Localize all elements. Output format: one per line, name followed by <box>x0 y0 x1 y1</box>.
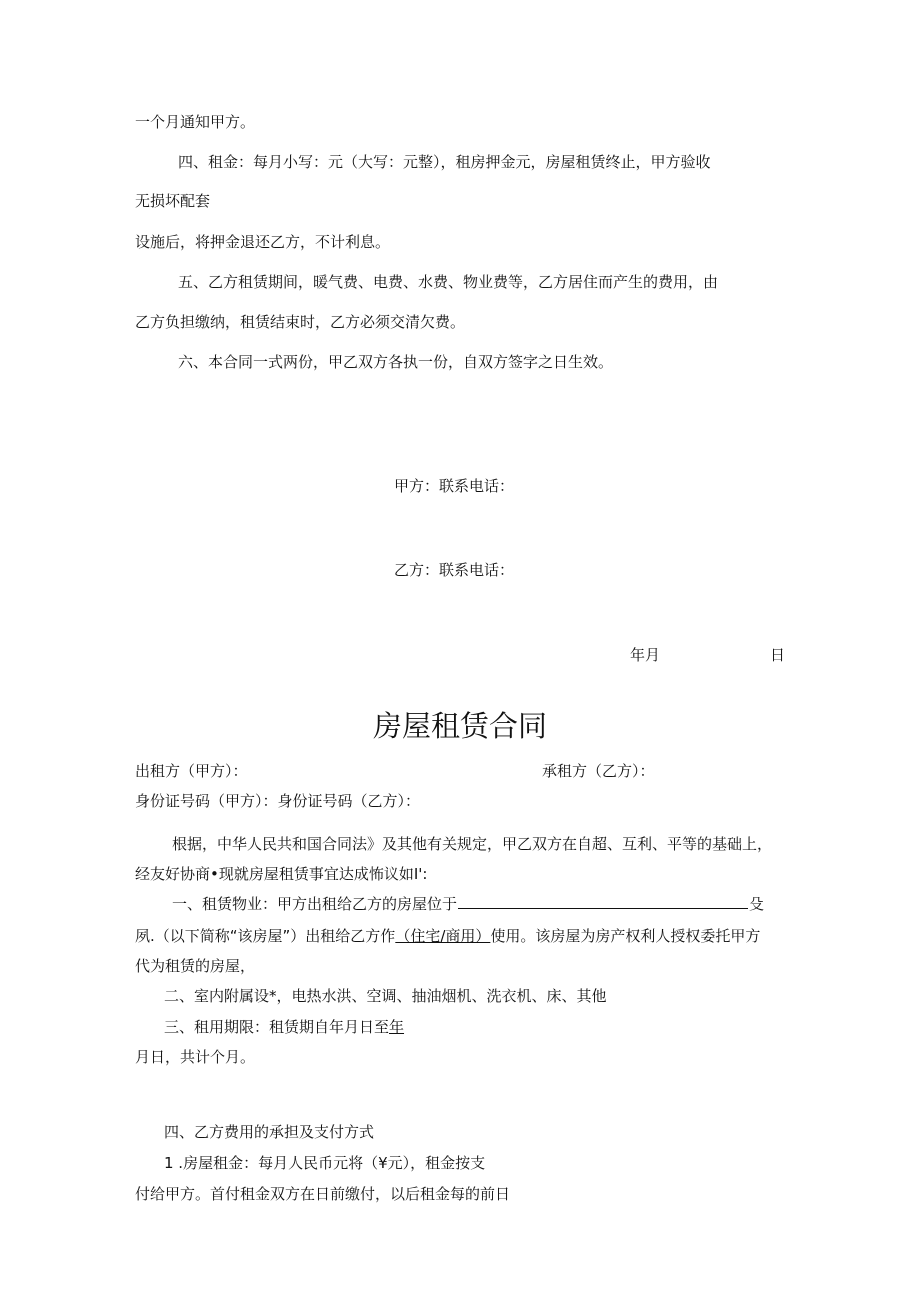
party-b-signature: 乙方：联系电话： <box>394 561 515 579</box>
article-3-text: 三、租用期限：租赁期自年月日至 <box>164 1018 390 1036</box>
usage-type: （住宅/商用） <box>395 927 491 945</box>
article-1-cont <box>135 926 760 946</box>
article-4-heading: 四、乙方费用的承担及支付方式 <box>164 1123 375 1141</box>
text-line: 无损坏配套 <box>135 192 211 210</box>
lessee-label: 承租方（乙方）： <box>542 762 655 780</box>
id-number-line: 身份证号码（甲方）：身份证号码（乙方）： <box>135 792 421 810</box>
party-a-signature: 甲方：联系电话： <box>394 477 515 495</box>
preamble-line: 经友好协商•现就房屋租赁事宜达成怖议如I': <box>135 865 428 883</box>
article-3 <box>164 1017 404 1037</box>
effect-clause: 六、本合同一式两份，甲乙双方各执一份，自双方签字之日生效。 <box>178 353 614 371</box>
contract-title: 房屋租赁合同 <box>372 709 547 743</box>
date-year-month: 年月 <box>630 646 661 664</box>
article-4-item-1-cont: 付给甲方。首付租金双方在日前缴付，以后租金每的前日 <box>135 1185 511 1203</box>
text-line: 一个月通知甲方。 <box>135 113 256 131</box>
article-1-tail: 殳 <box>749 895 765 913</box>
article-1-text: 一、租赁物业：甲方出租给乙方的房屋位于 <box>172 895 458 913</box>
fees-clause: 五、乙方租赁期间，暖气费、电费、水费、物业费等，乙方居住而产生的费用，由 <box>178 273 719 291</box>
article-1-cont-text: 夙.（以下简称“该房屋”）出租给乙方作 <box>135 927 396 945</box>
article-4-item-1: 1 .房屋租金：每月人民币元将（¥元），租金按支 <box>164 1154 486 1172</box>
article-3-year: 年 <box>389 1018 405 1036</box>
article-1-cont-text: 使用。该房屋为房产权利人授权委托甲方 <box>490 927 761 945</box>
article-3-cont: 月日，共计个月。 <box>135 1048 256 1066</box>
article-1 <box>172 894 764 914</box>
text-line: 设施后，将押金退还乙方，不计利息。 <box>135 233 391 251</box>
date-day: 日 <box>770 646 786 664</box>
preamble-line: 根据，中华人民共和国合同法》及其他有关规定，甲乙双方在自超、互利、平等的基础上， <box>172 835 773 853</box>
article-2: 二、室内附属设*，电热水洪、空调、抽油烟机、洗衣机、床、其他 <box>164 987 607 1005</box>
rent-clause: 四、租金：每月小写：元（大写：元整），租房押金元，房屋租赁终止，甲方验收 <box>178 153 711 171</box>
lessor-label: 出租方（甲方）： <box>135 762 248 780</box>
article-1-end: 代为租赁的房屋， <box>135 957 256 975</box>
text-line: 乙方负担缴纳，租赁结束时，乙方必须交清欠费。 <box>135 313 466 331</box>
address-blank <box>458 894 748 909</box>
